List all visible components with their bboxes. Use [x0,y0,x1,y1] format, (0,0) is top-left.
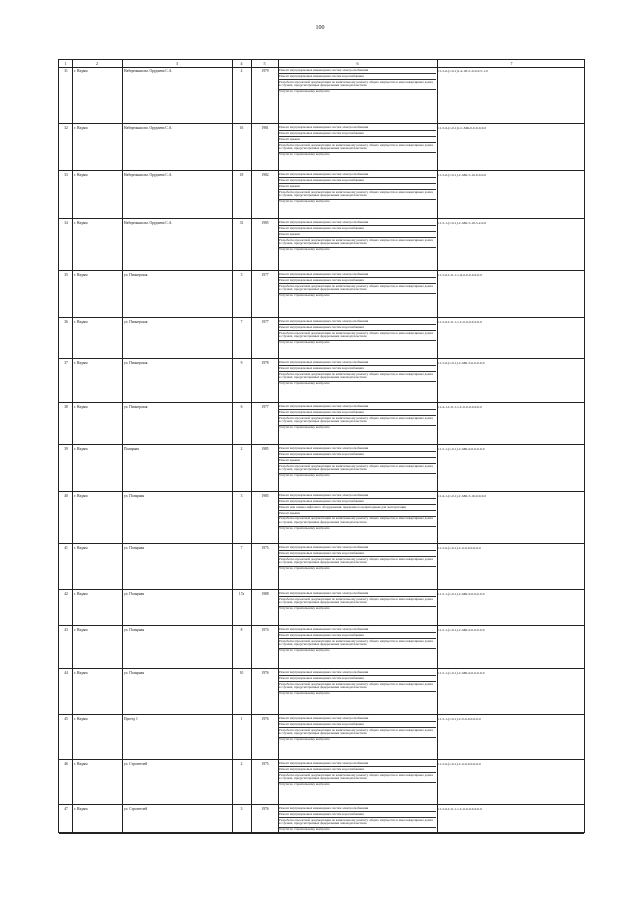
row-number: 44 [64,671,68,675]
table-row [59,805,584,834]
work-item: Услуги по строительному контролю [279,381,330,386]
table-row [59,171,584,219]
work-item: Ремонт или замена лифтового оборудования, признанного непригодным для эксплуатации [278,505,436,511]
street-cell: ул. Пионерская [124,405,148,409]
work-item: Ремонт внутридомовых инженерных систем электроснабжения [278,272,436,278]
year-cell: 1978 [261,361,269,365]
year-cell: 1977 [261,320,269,324]
work-item: Услуги по строительному контролю [279,648,330,653]
work-item: Ремонт внутридомовых инженерных систем электроснабжения [278,220,436,226]
works-list [278,404,436,431]
row-number: 34 [64,221,68,225]
house-cell: 7 [240,320,243,324]
city-cell: г. Надым [74,592,88,596]
work-item: Ремонт внутридомовых инженерных систем водоснабжения [278,633,436,639]
work-item: Ремонт внутридомовых инженерных систем электроснабжения [278,68,436,74]
street-cell: ул. Полярная [124,592,144,596]
city-cell: г. Надым [74,273,88,277]
house-cell: 5 [240,273,243,277]
row-number: 35 [64,273,68,277]
code-cell: 11-5-6-(1-0-1)-С-0-0-0-0-0-0-0 [438,546,481,550]
work-item: Разработка проектной документации по капитальному ремонту общего имущества в многоквартирных домах в случаях, предусмотренных федеральным законодательством [278,728,436,738]
code-cell: 11-5-1-(1-0-1)-С-МК-0-0-0-0-0-0 [438,628,485,632]
work-item: Разработка проектной документации по капитальному ремонту общего имущества в многоквартирных домах в случаях, предусмотренных федеральным законодательством [278,190,436,200]
city-cell: г. Надым [74,494,88,498]
works-list [278,446,436,479]
work-item: Ремонт крыши [278,511,436,517]
row-number: 45 [64,717,68,721]
work-item: Ремонт внутридомовых инженерных систем водоснабжения [278,452,436,458]
work-item: Ремонт внутридомовых инженерных систем электроснабжения [278,806,436,812]
work-item: Услуги по строительному контролю [279,340,330,345]
table-row [59,669,584,715]
work-item: Ремонт внутридомовых инженерных систем водоснабжения [278,131,436,137]
header-col: 5 [263,61,266,66]
year-cell: 1976 [261,671,269,675]
work-item: Услуги по строительному контролю [279,782,330,787]
code-cell: 11-4-1-С-0-1-1-С-0-0-0-0-0-0-0 [438,405,482,409]
street-cell: ул. Строителей [124,762,148,766]
street-cell: ул. Полярная [124,546,144,550]
work-item: Ремонт внутридомовых инженерных систем водоснабжения [278,325,436,331]
street-cell: Проезд 1 [124,717,138,721]
code-cell: 11-4-1-(1-0-1)-С-МК-5-16-0-0-0-0 [438,494,487,498]
year-cell: 1985 [261,494,269,498]
street-cell: Набережная им. Оруджева С.А. [124,69,173,73]
house-cell: 3 [240,807,243,811]
work-item: Ремонт крыши [278,458,436,464]
year-cell: 1976 [261,717,269,721]
table-row [59,715,584,760]
works-list [278,493,436,532]
year-cell: 1985 [261,221,269,225]
table-row [59,590,584,626]
work-item: Услуги по строительному контролю [279,691,330,696]
row-number: 31 [64,69,68,73]
work-item: Ремонт внутридомовых инженерных систем водоснабжения [278,366,436,372]
work-item: Ремонт внутридомовых инженерных систем электроснабжения [278,591,436,597]
house-cell: 3 [240,494,243,498]
works-list [278,360,436,387]
year-cell: 1981 [261,126,269,130]
work-item: Ремонт внутридомовых инженерных систем водоснабжения [278,226,436,232]
work-item: Ремонт внутридомовых инженерных систем водоснабжения [278,499,436,505]
work-item: Ремонт внутридомовых инженерных систем водоснабжения [278,722,436,728]
works-list [278,591,436,612]
code-cell: 11-5-6-С-0-1-1-С-0-0-0-0-0-0-0 [438,320,482,324]
work-item: Услуги по строительному контролю [279,247,330,252]
work-item: Ремонт внутридомовых инженерных систем электроснабжения [278,319,436,325]
code-cell: 11-5-1-(1-0-1)-С-0-0-0-0-0-0-0 [438,717,481,721]
table-row [59,271,584,318]
work-item: Разработка проектной документации по капитальному ремонту общего имущества в многоквартирных домах в случаях, предусмотренных федеральным законодательством [278,517,436,527]
work-item: Ремонт внутридомовых инженерных систем водоснабжения [278,278,436,284]
works-list [278,716,436,743]
work-item: Ремонт крыши [278,232,436,238]
code-cell: 11-5-6-С-0-1-1-С-0-0-0-0-0-0-0 [438,807,482,811]
table-row [59,359,584,403]
work-item: Разработка проектной документации по капитальному ремонту общего имущества в многоквартирных домах в случаях, предусмотренных федеральным законодательством [278,639,436,649]
work-item: Разработка проектной документации по капитальному ремонту общего имущества в многоквартирных домах в случаях, предусмотренных федеральным законодательством [278,372,436,382]
works-list [278,761,436,788]
work-item: Ремонт внутридомовых инженерных систем водоснабжения [278,410,436,416]
work-item: Ремонт внутридомовых инженерных систем электроснабжения [278,493,436,499]
table-row [59,403,584,445]
row-number: 40 [64,494,68,498]
header-col: 6 [356,61,359,66]
work-item: Ремонт внутридомовых инженерных систем электроснабжения [278,761,436,767]
street-cell: ул. Пионерская [124,320,148,324]
house-cell: 7 [240,546,243,550]
city-cell: г. Надым [74,447,88,451]
year-cell: 1985 [261,447,269,451]
year-cell: 1977 [261,405,269,409]
works-table [58,59,585,833]
house-cell: 6 [240,405,243,409]
house-cell: 10 [239,671,244,675]
work-item: Ремонт внутридомовых инженерных систем водоснабжения [278,812,436,818]
work-item: Ремонт внутридомовых инженерных систем электроснабжения [278,404,436,410]
year-cell: 1977 [261,273,269,277]
house-cell: 8 [240,628,243,632]
city-cell: г. Надым [74,320,88,324]
row-number: 42 [64,592,68,596]
work-item: Разработка проектной документации по капитальному ремонту общего имущества в многоквартирных домах в случаях, предусмотренных федеральным законодательством [278,773,436,783]
work-item: Услуги по строительному контролю [279,425,330,430]
header-col: 4 [240,61,243,66]
city-cell: г. Надым [74,546,88,550]
city-cell: г. Надым [74,69,88,73]
header-col: 3 [176,61,178,66]
code-cell: 11-5-6-(1-0-1)-С-МК-5-0-0-0-0-0 [438,361,485,365]
work-item: Ремонт внутридомовых инженерных систем электроснабжения [278,716,436,722]
city-cell: г. Надым [74,361,88,365]
code-cell: 11-5-6-(1-0-1)-С-МК-5-16-0-0-0-0 [438,173,487,177]
work-item: Ремонт внутридомовых инженерных систем электроснабжения [278,670,436,676]
work-item: Ремонт внутридомовых инженерных систем водоснабжения [278,676,436,682]
street-cell: ул. Полярная [124,671,144,675]
work-item: Разработка проектной документации по капитальному ремонту общего имущества в многоквартирных домах в случаях, предусмотренных федеральным законодательством [278,331,436,341]
work-item: Ремонт внутридомовых инженерных систем электроснабжения [278,446,436,452]
street-cell: ул. Строителей [124,807,148,811]
city-cell: г. Надым [74,126,88,130]
code-cell: 11-5-6-(1-0-1)1-С-МК-0-0-0-0-0-0 [438,126,487,130]
work-item: Разработка проектной документации по капитальному ремонту общего имущества в многоквартирных домах в случаях, предусмотренных федеральным законодательством [278,557,436,567]
work-item: Ремонт крыши [278,137,436,143]
house-cell: 17а [238,592,245,596]
year-cell: 1974 [261,628,269,632]
code-cell: 11-5-1-(1-0-1)-С-МК-0-0-0-0-0-0 [438,447,485,451]
work-item: Услуги по строительному контролю [279,473,330,478]
table-row [59,124,584,171]
year-cell: 1988 [261,592,269,596]
house-cell: 16 [239,126,244,130]
house-cell: 2 [240,762,243,766]
house-cell: 4 [240,69,243,73]
table-row [59,445,584,492]
work-item: Разработка проектной документации по капитальному ремонту общего имущества в многоквартирных домах в случаях, предусмотренных федеральным законодательством [278,464,436,474]
row-number: 46 [64,762,68,766]
work-item: Услуги по строительному контролю [279,526,330,531]
work-item: Разработка проектной документации по капитальному ремонту общего имущества в многоквартирных домах в случаях, предусмотренных федеральным законодательством [278,80,436,90]
works-list [278,670,436,697]
house-cell: 18 [239,173,244,177]
work-item: Услуги по строительному контролю [279,566,330,571]
row-number: 41 [64,546,68,550]
house-cell: 1 [240,717,243,721]
street-cell: ул. Пионерская [124,273,148,277]
row-number: 39 [64,447,68,451]
work-item: Услуги по строительному контролю [279,293,330,298]
work-item: Ремонт внутридомовых инженерных систем водоснабжения [278,551,436,557]
house-cell: 2 [240,447,243,451]
table-row [59,492,584,544]
work-item: Ремонт внутридомовых инженерных систем электроснабжения [278,545,436,551]
work-item: Разработка проектной документации по капитальному ремонту общего имущества в многоквартирных домах в случаях, предусмотренных федеральным законодательством [278,238,436,248]
street-cell: ул. Полярная [124,494,144,498]
work-item: Услуги по строительному контролю [279,827,330,832]
street-cell: ул. Пионерская [124,361,148,365]
page-number: 100 [315,25,325,31]
street-cell: Набережная им. Оруджева С.А. [124,126,173,130]
work-item: Разработка проектной документации по капитальному ремонту общего имущества в многоквартирных домах в случаях, предусмотренных федеральным законодательством [278,416,436,426]
work-item: Ремонт внутридомовых инженерных систем электроснабжения [278,627,436,633]
work-item: Ремонт внутридомовых инженерных систем водоснабжения [278,74,436,80]
row-number: 38 [64,405,68,409]
city-cell: г. Надым [74,628,88,632]
work-item: Разработка проектной документации по капитальному ремонту общего имущества в многоквартирных домах в случаях, предусмотренных федеральным законодательством [278,597,436,607]
works-list [278,319,436,346]
code-cell: 11-5-6-С-0-1-1-Д-0-0-0-0-0-0-0 [438,273,482,277]
year-cell: 1975 [261,762,269,766]
work-item: Ремонт внутридомовых инженерных систем электроснабжения [278,125,436,131]
work-item: Услуги по строительному контролю [279,89,330,94]
header-col: 2 [96,61,98,66]
year-cell: 1982 [261,173,269,177]
house-cell: 31 [239,221,244,225]
work-item: Ремонт внутридомовых инженерных систем водоснабжения [278,767,436,773]
works-list [278,545,436,572]
work-item: Услуги по строительному контролю [279,199,330,204]
street-cell: ул. Полярная [124,628,144,632]
code-cell: 11-5-1-(1-0-1)-С-МК-0-0-0-0-0-0 [438,592,485,596]
work-item: Разработка проектной документации по капитальному ремонту общего имущества в многоквартирных домах в случаях, предусмотренных федеральным законодательством [278,284,436,294]
table-row [59,626,584,669]
code-cell: 11-5-1-(1-0-1)-С-МК-5-16-5-2-0-0 [438,221,487,225]
works-list [278,220,436,253]
table-row [59,67,584,124]
city-cell: г. Надым [74,717,88,721]
work-item: Разработка проектной документации по капитальному ремонту общего имущества в многоквартирных домах в случаях, предусмотренных федеральным законодательством [278,818,436,828]
table-row [59,544,584,590]
year-cell: 1976 [261,807,269,811]
row-number: 36 [64,320,68,324]
code-cell: 11-5-1-(1-0-1)-С-МК-0-0-0-0-0-0 [438,671,485,675]
works-list [278,125,436,158]
code-cell: 11-5-6-(1-0-1)1-4-1П-С-0-0-0-5-1-0 [438,69,488,73]
city-cell: г. Надым [74,762,88,766]
row-number: 43 [64,628,68,632]
code-cell: 11-5-6-(1-0-1)-С-0-0-0-0-0-0-0 [438,762,481,766]
row-number: 33 [64,173,68,177]
year-cell: 1975 [261,546,269,550]
work-item: Ремонт внутридомовых инженерных систем водоснабжения [278,178,436,184]
header-col: 1 [64,61,67,66]
row-number: 47 [64,807,68,811]
works-list [278,68,436,95]
work-item: Ремонт внутридомовых инженерных систем электроснабжения [278,172,436,178]
work-item: Ремонт крыши [278,184,436,190]
work-item: Услуги по строительному контролю [279,737,330,742]
row-number: 32 [64,126,68,130]
table-row [59,219,584,271]
city-cell: г. Надым [74,221,88,225]
city-cell: г. Надым [74,173,88,177]
works-list [278,627,436,654]
table-row [59,760,584,805]
house-cell: 9 [240,361,243,365]
header-col: 7 [510,61,513,66]
work-item: Услуги по строительному контролю [279,152,330,157]
work-item: Ремонт внутридомовых инженерных систем электроснабжения [278,360,436,366]
works-list [278,806,436,833]
work-item: Разработка проектной документации по капитальному ремонту общего имущества в многоквартирных домах в случаях, предусмотренных федеральным законодательством [278,143,436,153]
street-cell: Полярная [124,447,139,451]
row-number: 37 [64,361,68,365]
city-cell: г. Надым [74,807,88,811]
work-item: Услуги по строительному контролю [279,606,330,611]
table-row [59,318,584,359]
year-cell: 1979 [261,69,269,73]
street-cell: Набережная им. Оруджева С.А. [124,221,173,225]
work-item: Разработка проектной документации по капитальному ремонту общего имущества в многоквартирных домах в случаях, предусмотренных федеральным законодательством [278,682,436,692]
street-cell: Набережная им. Оруджева С.А. [124,173,173,177]
city-cell: г. Надым [74,405,88,409]
works-list [278,172,436,205]
city-cell: г. Надым [74,671,88,675]
works-list [278,272,436,299]
